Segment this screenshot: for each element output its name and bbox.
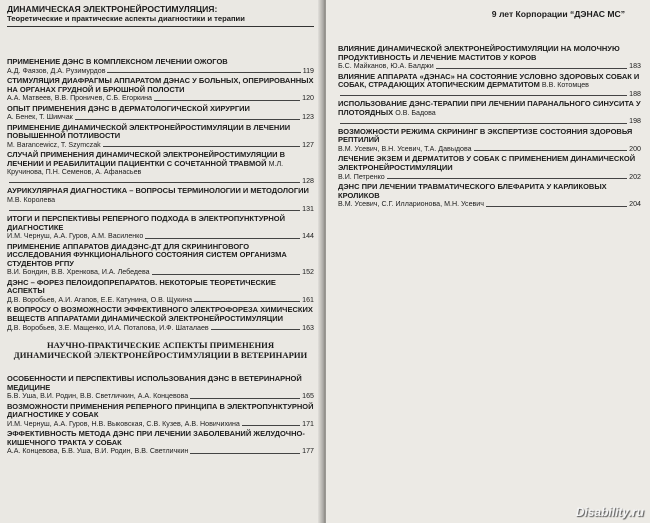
right-page <box>326 0 650 523</box>
toc-entry-page: 152 <box>302 268 314 277</box>
toc-entry-byline <box>7 447 314 455</box>
toc-entry-byline <box>338 173 641 181</box>
toc-entry-authors: О.В. Бадова <box>395 108 436 117</box>
section-heading: НАУЧНО-ПРАКТИЧЕСКИЕ АСПЕКТЫ ПРИМЕНЕНИЯ ДИНАМИЧЕСКОЙ ЭЛЕКТРОНЕЙРОСТИМУЛЯЦИИ В ВЕТЕРИНАРИИ <box>13 339 308 360</box>
toc-entry-byline <box>7 177 314 185</box>
toc-entry-byline <box>7 296 314 304</box>
toc-entry-title: СТИМУЛЯЦИЯ ДИАФРАГМЫ АППАРАТОМ ДЭНАС У БОЛЬНЫХ, ОПЕРИРОВАННЫХ НА ОРГАНАХ ГРУДНОЙ И БРЮШНОЙ ПОЛОСТИ <box>7 76 314 94</box>
dot-leader <box>486 206 627 207</box>
toc-entry-authors: В.И. Петренко <box>338 172 385 181</box>
toc-entry[interactable] <box>338 100 641 126</box>
toc-entry-title: ПРИМЕНЕНИЕ ДЭНС В КОМПЛЕКСНОМ ЛЕЧЕНИИ ОЖОГОВ <box>7 57 228 66</box>
toc-entry-authors: А.А. Матвеев, В.В. Проничев, С.Б. Егоркина <box>7 94 152 103</box>
toc-entry[interactable] <box>338 183 641 209</box>
toc-entry-byline <box>7 268 314 276</box>
toc-entry[interactable] <box>7 58 314 75</box>
toc-entry-byline <box>338 200 641 208</box>
toc-entry-page: 198 <box>629 117 641 126</box>
toc-entry-title: К ВОПРОСУ О ВОЗМОЖНОСТИ ЭФФЕКТИВНОГО ЭЛЕКТРОФОРЕЗА ХИМИЧЕСКИХ ВЕЩЕСТВ АППАРАТАМИ ДИНАМИЧЕСКОЙ ЭЛЕКТРОНЕЙРОСТИМУЛЯЦИИ <box>7 305 313 323</box>
toc-entry-page: 204 <box>629 200 641 209</box>
dot-leader <box>154 100 300 101</box>
running-head-subtitle: Теоретические и практические аспекты диагностики и терапии <box>7 14 245 23</box>
toc-entry-byline <box>7 324 314 332</box>
toc-entry-title: ОСОБЕННОСТИ И ПЕРСПЕКТИВЫ ИСПОЛЬЗОВАНИЯ ДЭНС В ВЕТЕРИНАРНОЙ МЕДИЦИНЕ <box>7 373 302 392</box>
left-running-head <box>7 4 314 27</box>
toc-entry-authors: M. Barancewicz, T. Szymczak <box>7 140 101 149</box>
toc-entry-title-wrap <box>338 73 641 90</box>
toc-entry-byline <box>7 205 314 213</box>
toc-entry-page: 119 <box>302 66 314 75</box>
toc-entry-byline <box>338 62 641 70</box>
toc-entry-byline <box>338 145 641 153</box>
dot-leader <box>75 119 300 120</box>
dot-leader <box>194 301 300 302</box>
toc-entry-authors: В.И. Бондин, В.В. Хренкова, И.А. Лебедева <box>7 268 150 277</box>
dot-leader <box>211 329 300 330</box>
running-head-title: ДИНАМИЧЕСКАЯ ЭЛЕКТРОНЕЙРОСТИМУЛЯЦИЯ: <box>7 4 218 14</box>
toc-entry-authors: А.А. Концевова, Б.В. Уша, В.И. Родин, В.В. Светличкин <box>7 447 189 456</box>
toc-entry-title-wrap <box>7 151 314 177</box>
toc-entry[interactable] <box>7 430 314 456</box>
toc-entry[interactable] <box>7 77 314 103</box>
toc-entry-page: 171 <box>302 419 314 428</box>
toc-entry-title: ЛЕЧЕНИЕ ЭКЗЕМ И ДЕРМАТИТОВ У СОБАК С ПРИМЕНЕНИЕМ ДИНАМИЧЕСКОЙ ЭЛЕКТРОНЕЙРОСТИМУЛЯЦИИ <box>338 154 636 172</box>
right-toc-list <box>338 45 641 209</box>
toc-entry[interactable] <box>338 73 641 99</box>
dot-leader <box>103 146 300 147</box>
toc-entry[interactable] <box>338 155 641 181</box>
toc-entry-title: ПРИМЕНЕНИЕ ДИНАМИЧЕСКОЙ ЭЛЕКТРОНЕЙРОСТИМУЛЯЦИИ В ЛЕЧЕНИИ ПОВЫШЕННОЙ ПОТЛИВОСТИ <box>7 122 291 141</box>
toc-entry-byline <box>338 117 641 125</box>
toc-entry-page: 127 <box>302 140 314 149</box>
dot-leader <box>9 210 300 211</box>
toc-entry-title: ОПЫТ ПРИМЕНЕНИЯ ДЭНС В ДЕРМАТОЛОГИЧЕСКОЙ ХИРУРГИИ <box>7 103 250 113</box>
toc-entry-title: ВОЗМОЖНОСТИ РЕЖИМА СКРИНИНГ В ЭКСПЕРТИЗЕ СОСТОЯНИЯ ЗДОРОВЬЯ РЕПТИЛИЙ <box>338 126 633 145</box>
toc-entry-title-wrap <box>338 100 641 117</box>
toc-entry-page: 202 <box>629 172 641 181</box>
left-page <box>0 0 322 523</box>
toc-entry-title: ДЭНС ПРИ ЛЕЧЕНИИ ТРАВМАТИЧЕСКОГО БЛЕФАРИТА У КАРЛИКОВЫХ КРОЛИКОВ <box>338 181 607 200</box>
toc-entry-byline <box>7 94 314 102</box>
toc-entry-page: 183 <box>629 62 641 71</box>
toc-entry[interactable] <box>7 243 314 277</box>
toc-entry-page: 144 <box>302 232 314 241</box>
toc-entry-title: АУРИКУЛЯРНАЯ ДИАГНОСТИКА – ВОПРОСЫ ТЕРМИНОЛОГИИ И МЕТОДОЛОГИИ <box>7 186 309 196</box>
toc-entry[interactable] <box>338 128 641 154</box>
toc-entry-byline <box>7 420 314 428</box>
toc-entry-byline <box>7 392 314 400</box>
toc-entry-byline <box>7 113 314 121</box>
toc-entry-title: СЛУЧАЙ ПРИМЕНЕНИЯ ДИНАМИЧЕСКОЙ ЭЛЕКТРОНЕЙРОСТИМУЛЯЦИИ В ЛЕЧЕНИИ И РЕАБИЛИТАЦИИ ПАЦИЕНТКИ С СОЧЕТАННОЙ ТРАВМОЙ <box>7 150 286 168</box>
toc-entry-title-wrap <box>338 128 641 145</box>
toc-entry[interactable] <box>338 45 641 71</box>
toc-entry-page: 188 <box>629 89 641 98</box>
toc-entry-byline <box>7 232 314 240</box>
toc-entry-page: 161 <box>302 295 314 304</box>
dot-leader <box>340 123 627 124</box>
toc-entry-title: ИТОГИ И ПЕРСПЕКТИВЫ РЕПЕРНОГО ПОДХОДА В ЭЛЕКТРОПУНКТУРНОЙ ДИАГНОСТИКЕ <box>7 213 286 232</box>
toc-entry-title-wrap <box>7 187 314 204</box>
dot-leader <box>340 95 627 96</box>
toc-entry-page: 120 <box>302 94 314 103</box>
dot-leader <box>242 425 300 426</box>
toc-entry-authors: Д.В. Воробьев, З.Е. Мащенко, И.А. Потапова, И.Ф. Шаталаев <box>7 323 209 332</box>
toc-entry[interactable] <box>7 124 314 150</box>
toc-entry-authors: В.М. Усевич, В.Н. Усевич, Т.А. Давыдова <box>338 144 472 153</box>
toc-entry-authors: М.В. Королева <box>7 195 56 204</box>
toc-entry[interactable] <box>7 279 314 305</box>
toc-entry-title: ВЛИЯНИЕ ДИНАМИЧЕСКОЙ ЭЛЕКТРОНЕЙРОСТИМУЛЯЦИИ НА МОЛОЧНУЮ ПРОДУКТИВНОСТЬ И ЛЕЧЕНИЕ МАСТИТОВ У КОРОВ <box>338 44 620 62</box>
toc-entry-authors: Д.В. Воробьев, А.И. Агапов, Е.Е. Катунина, О.В. Щукина <box>7 295 193 304</box>
toc-entry-page: 165 <box>302 392 314 401</box>
toc-entry-title: ЭФФЕКТИВНОСТЬ МЕТОДА ДЭНС ПРИ ЛЕЧЕНИИ ЗАБОЛЕВАНИЙ ЖЕЛУДОЧНО-КИШЕЧНОГО ТРАКТА У СОБАК <box>7 429 305 447</box>
dot-leader <box>387 178 627 179</box>
toc-entry[interactable] <box>7 151 314 185</box>
running-head-rule <box>7 26 314 27</box>
toc-entry-authors: И.М. Чернуш, А.А. Гуров, Н.В. Выковская, С.В. Кузев, А.В. Новичихина <box>7 419 240 428</box>
toc-entry-page: 200 <box>629 144 641 153</box>
dot-leader <box>152 274 301 275</box>
toc-entry-authors: Б.В. Уша, В.И. Родин, В.В. Светличкин, А.А. Концевова <box>7 392 189 401</box>
toc-entry-authors: А. Бенек, Т. Шимчак <box>7 113 73 122</box>
dot-leader <box>436 68 627 69</box>
site-watermark: Disability.ru <box>575 505 644 519</box>
dot-leader <box>190 398 300 399</box>
dot-leader <box>145 238 300 239</box>
toc-entry-page: 131 <box>302 204 314 213</box>
toc-entry-authors: М.Л. Кручинова, П.Н. Семенов, А. Афанасьев <box>7 159 284 177</box>
toc-entry-title: ПРИМЕНЕНИЕ АППАРАТОВ ДИАДЭНС-ДТ ДЛЯ СКРИНИНГОВОГО ИССЛЕДОВАНИЯ ФУНКЦИОНАЛЬНОГО СОСТОЯНИЯ СИСТЕМ ОРГАНИЗМА СТУДЕНТОВ РГПУ <box>7 241 287 268</box>
toc-entry[interactable] <box>7 187 314 213</box>
toc-entry-authors: А.Д. Фаязов, Д.А. Рузимурдов <box>7 66 106 75</box>
toc-entry-authors: Б.С. Майканов, Ю.А. Балджи <box>338 62 434 71</box>
toc-entry-authors: В.В. Котомцев <box>541 81 589 90</box>
toc-entry-page: 163 <box>302 323 314 332</box>
toc-entry[interactable] <box>7 403 314 429</box>
toc-entry-title: ИСПОЛЬЗОВАНИЕ ДЭНС-ТЕРАПИИ ПРИ ЛЕЧЕНИИ ПАРАНАЛЬНОГО СИНУСИТА У ПЛОТОЯДНЫХ <box>338 99 641 117</box>
toc-entry-title: ВЛИЯНИЕ АППАРАТА «ДЭНАС» НА СОСТОЯНИЕ УСЛОВНО ЗДОРОВЫХ СОБАК И СОБАК, СТРАДАЮЩИХ АТОПИЧЕСКИМ ДЕРМАТИТОМ <box>338 71 640 90</box>
toc-entry[interactable] <box>7 105 314 122</box>
right-running-head: 9 лет Корпорации “ДЭНАС МС” <box>491 9 625 19</box>
toc-entry-byline <box>338 90 641 98</box>
toc-entry-authors: В.М. Усевич, С.Г. Илларионова, М.Н. Усевич <box>338 200 484 209</box>
toc-entry-byline <box>7 67 314 75</box>
toc-entry-page: 123 <box>302 113 314 122</box>
toc-entry[interactable] <box>7 306 314 332</box>
toc-entry[interactable] <box>7 375 314 401</box>
toc-entry-authors: И.М. Чернуш, А.А. Гуров, А.М. Василенко <box>7 232 144 241</box>
toc-entry-title: ВОЗМОЖНОСТИ ПРИМЕНЕНИЯ РЕПЕРНОГО ПРИНЦИПА В ЭЛЕКТРОПУНКТУРНОЙ ДИАГНОСТИКЕ У СОБАК <box>7 401 314 420</box>
toc-entry-byline <box>7 141 314 149</box>
toc-entry-page: 177 <box>302 447 314 456</box>
left-toc-list <box>7 58 314 456</box>
dot-leader <box>9 182 300 183</box>
toc-entry-page: 128 <box>302 176 314 185</box>
dot-leader <box>190 453 300 454</box>
dot-leader <box>474 150 628 151</box>
toc-entry[interactable] <box>7 215 314 241</box>
dot-leader <box>107 72 300 73</box>
toc-entry-title: ДЭНС – ФОРЕЗ ПЕЛОИДОПРЕПАРАТОВ. НЕКОТОРЫЕ ТЕОРЕТИЧЕСКИЕ АСПЕКТЫ <box>7 277 276 296</box>
